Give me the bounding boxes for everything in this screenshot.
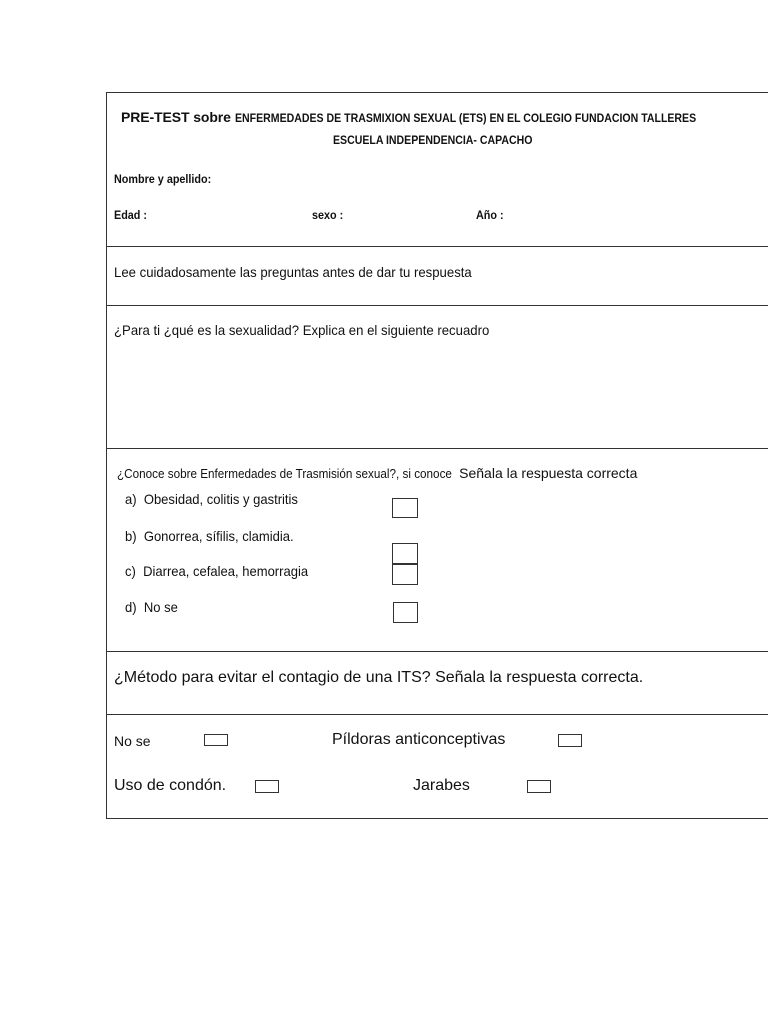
- form-subtitle: ESCUELA INDEPENDENCIA- CAPACHO: [333, 133, 533, 147]
- divider: [107, 448, 768, 449]
- age-label: Edad :: [114, 208, 148, 222]
- question-ets-part2: Señala la respuesta correcta: [459, 465, 638, 481]
- name-label: Nombre y apellido:: [114, 172, 212, 186]
- checkbox-option-c[interactable]: [392, 564, 418, 585]
- divider: [107, 651, 768, 652]
- option-letter: b): [125, 528, 137, 544]
- option-text: Gonorrea, sífilis, clamidia.: [143, 528, 294, 544]
- title-bold: PRE-TEST sobre: [121, 109, 231, 125]
- question-method: ¿Método para evitar el contagio de una ITS? Señala la respuesta correcta.: [114, 669, 644, 686]
- checkbox-pildoras[interactable]: [558, 734, 582, 747]
- option-text: No se: [143, 599, 178, 615]
- option-letter: c): [125, 563, 136, 579]
- question-sexuality: ¿Para ti ¿qué es la sexualidad? Explica en el siguiente recuadro: [114, 322, 490, 338]
- checkbox-option-d[interactable]: [393, 602, 418, 623]
- checkbox-no-se[interactable]: [204, 734, 228, 746]
- sex-label: sexo :: [312, 208, 344, 222]
- option-letter: d): [125, 599, 137, 615]
- checkbox-option-b[interactable]: [392, 543, 418, 564]
- option-jarabes: Jarabes: [413, 777, 470, 794]
- year-label: Año :: [476, 208, 504, 222]
- option-text: Diarrea, cefalea, hemorragia: [143, 563, 309, 579]
- checkbox-jarabes[interactable]: [527, 780, 551, 793]
- title-rest: ENFERMEDADES DE TRASMIXION SEXUAL (ETS) EN EL COLEGIO FUNDACION TALLERES: [235, 111, 697, 125]
- option-letter: a): [125, 491, 137, 507]
- question-ets-part1: ¿Conoce sobre Enfermedades de Trasmisión sexual?, si conoce: [117, 466, 452, 481]
- option-d: [125, 599, 178, 615]
- question-ets: [117, 465, 637, 483]
- form-title: [121, 109, 759, 127]
- checkbox-condon[interactable]: [255, 780, 279, 793]
- pretest-form: [106, 92, 768, 819]
- divider: [107, 714, 768, 715]
- instructions-text: Lee cuidadosamente las preguntas antes de dar tu respuesta: [114, 264, 472, 280]
- option-pildoras: Píldoras anticonceptivas: [332, 731, 506, 748]
- divider: [107, 305, 768, 306]
- answer-area[interactable]: [108, 348, 768, 446]
- checkbox-option-a[interactable]: [392, 498, 418, 518]
- option-b: [125, 528, 294, 544]
- option-a: [125, 491, 298, 507]
- option-text: Obesidad, colitis y gastritis: [143, 491, 298, 507]
- divider: [107, 246, 768, 247]
- option-c: [125, 563, 308, 579]
- option-condon: Uso de condón.: [114, 777, 227, 794]
- option-no-se: No se: [114, 733, 151, 749]
